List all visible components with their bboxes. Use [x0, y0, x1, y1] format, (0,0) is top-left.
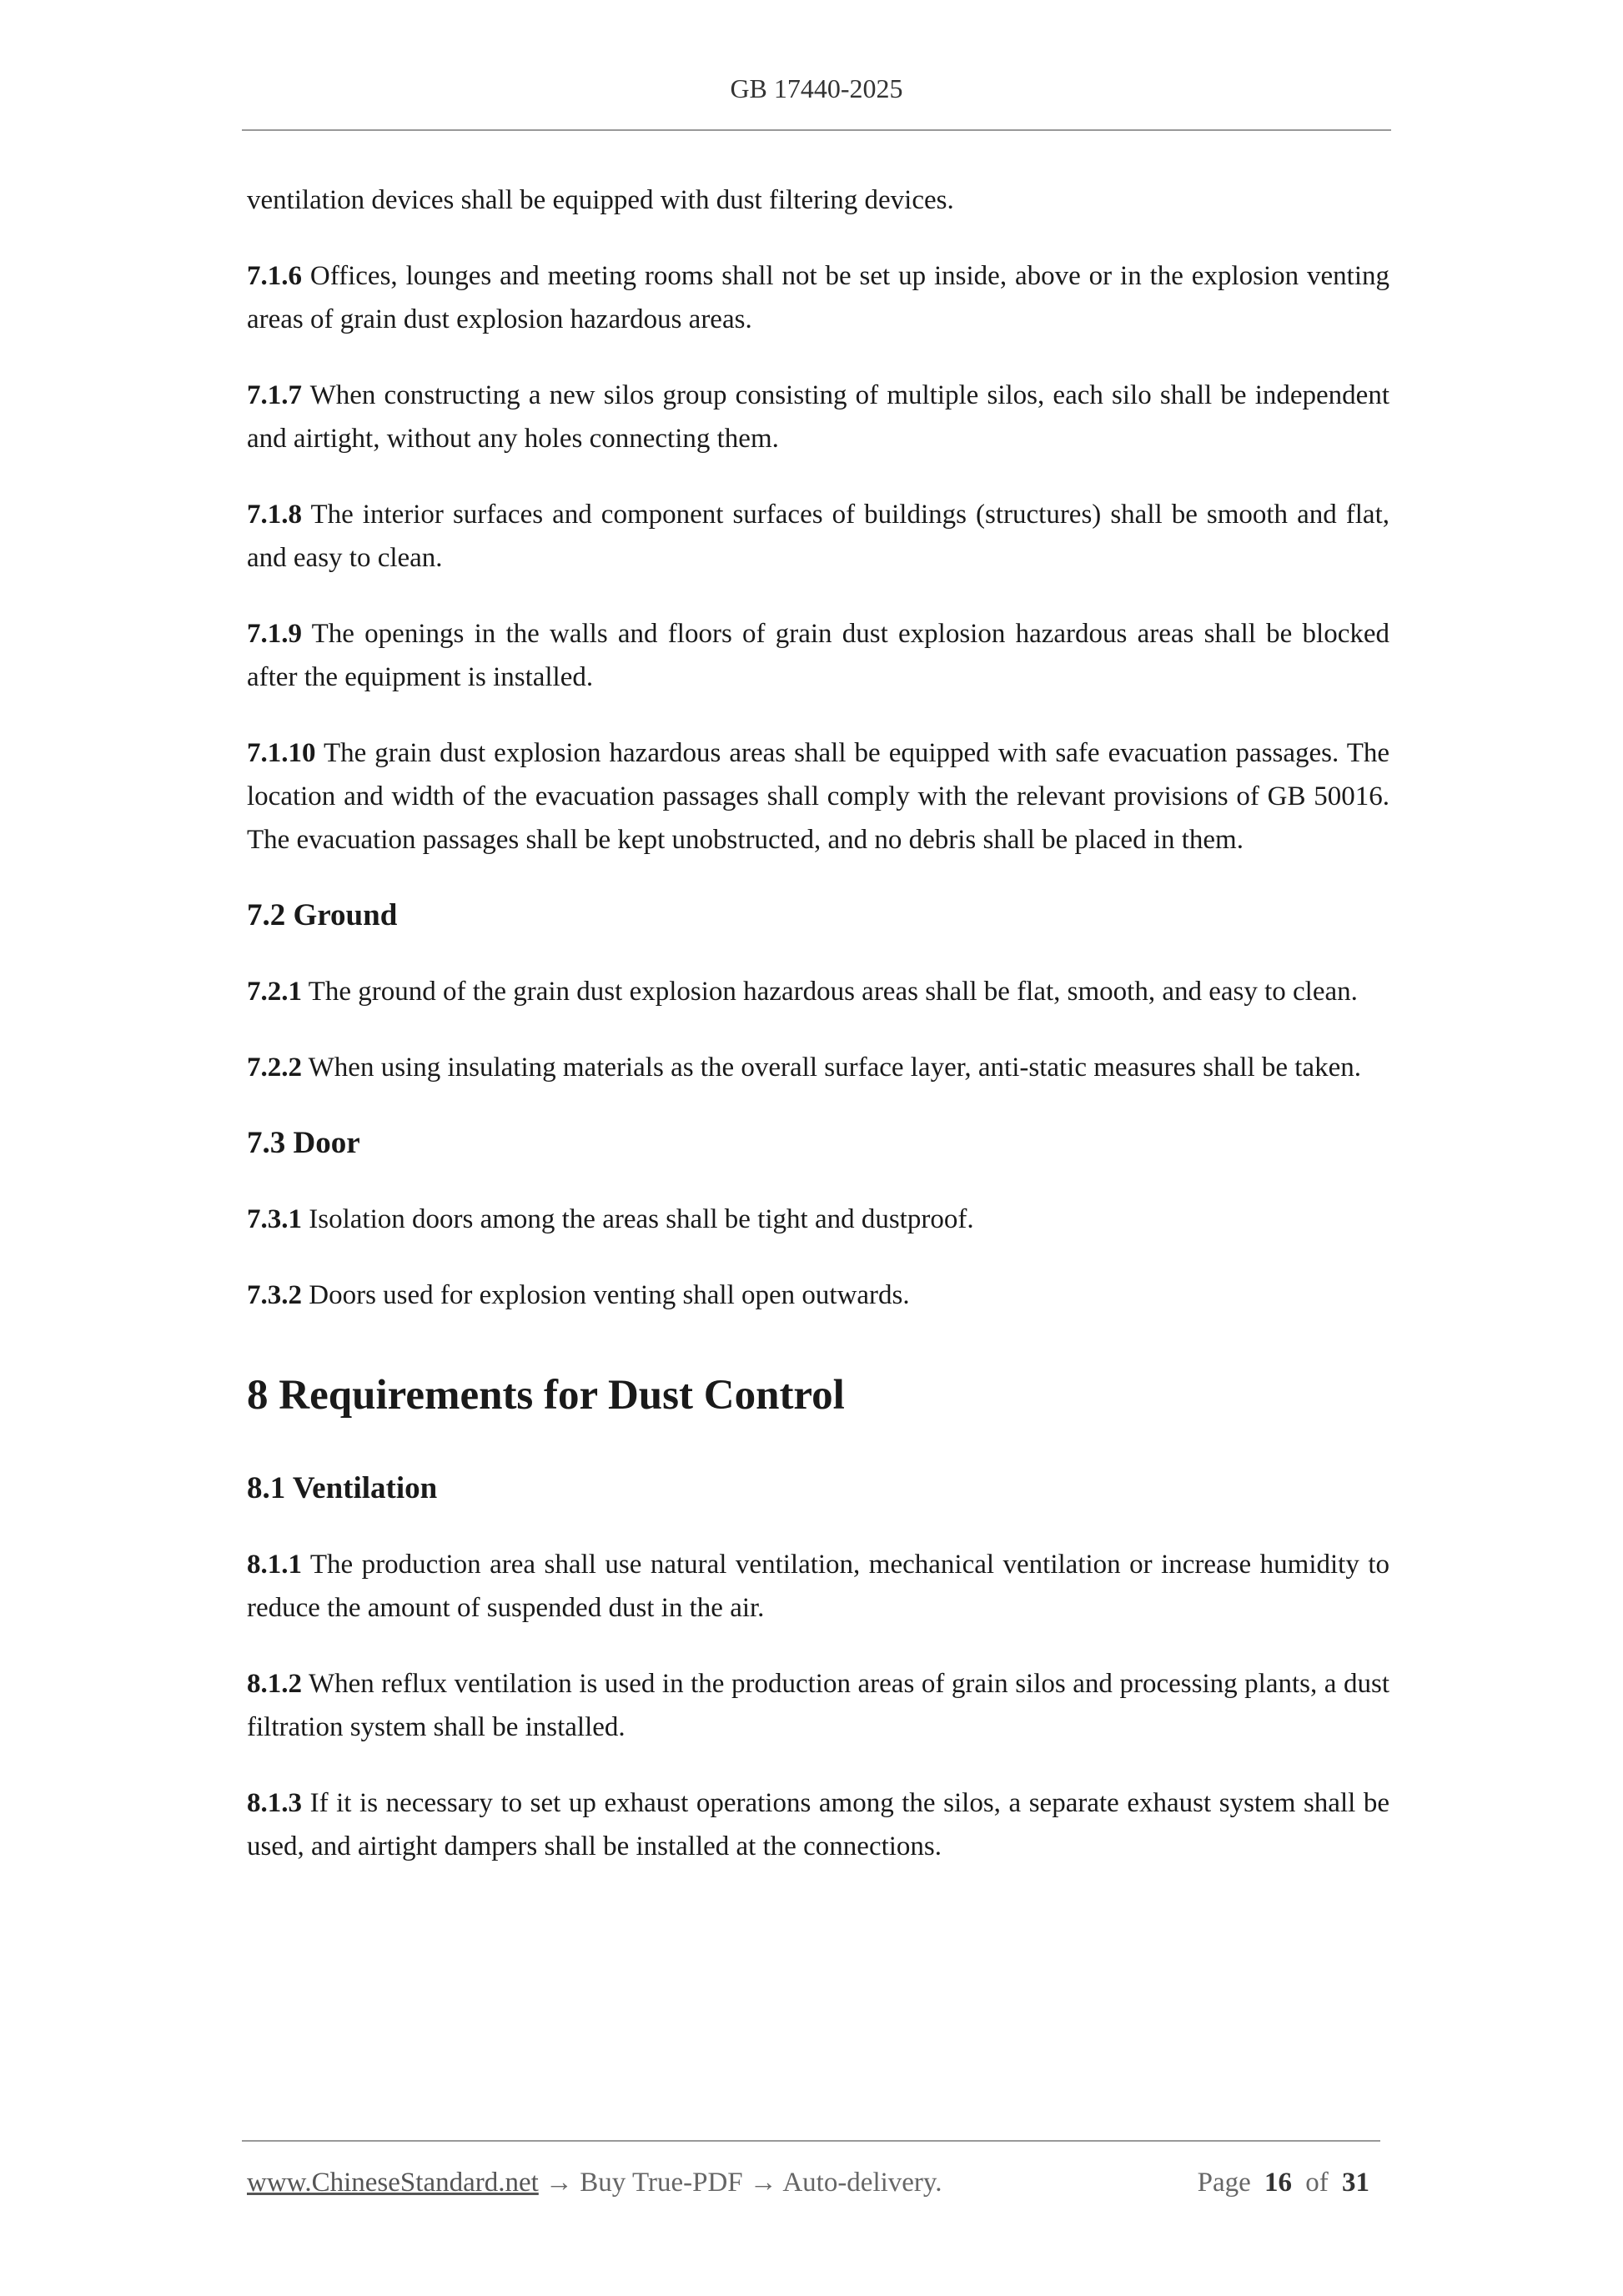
footer-divider — [242, 2140, 1380, 2142]
document-body — [247, 178, 1389, 1901]
clause-number: 7.3.1 — [247, 1204, 302, 1234]
page-indicator — [1198, 2163, 1376, 2202]
clause-number: 7.1.9 — [247, 619, 302, 649]
section-heading-7-3: 7.3 Door — [247, 1126, 360, 1160]
clause-number: 7.1.8 — [247, 500, 302, 530]
header-divider — [242, 129, 1391, 131]
current-page-number: 16 — [1264, 2168, 1292, 2198]
clause-number: 8.1.1 — [247, 1550, 302, 1580]
page-header: GB 17440-2025 — [730, 73, 903, 103]
paragraph: ventilation devices shall be equipped with dust filtering devices. — [247, 185, 954, 215]
clause-number: 8.1.2 — [247, 1669, 302, 1699]
clause-7-1-7: 7.1.7 When constructing a new silos group consisting of multiple silos, each silo shall be independent and airtight, without any holes connecting them. — [247, 380, 1389, 454]
page-footer — [247, 2163, 1381, 2202]
of-label: of — [1305, 2168, 1329, 2198]
section-heading-7-2: 7.2 Ground — [247, 898, 398, 932]
clause-number: 7.1.7 — [247, 380, 302, 410]
clause-8-1-2: 8.1.2 When reflux ventilation is used in the production areas of grain silos and processing plants, a dust filtration system shall be installed. — [247, 1669, 1389, 1742]
buy-pdf-text: Buy True-PDF — [580, 2168, 743, 2198]
clause-8-1-3: 8.1.3 If it is necessary to set up exhaust operations among the silos, a separate exhaust system shall be used, and airtight dampers shall be installed at the connections. — [247, 1788, 1390, 1861]
clause-7-1-9: 7.1.9 The openings in the walls and floors of grain dust explosion hazardous areas shall be blocked after the equipment is installed. — [247, 619, 1389, 692]
page-label: Page — [1197, 2168, 1251, 2198]
clause-number: 7.2.2 — [247, 1053, 302, 1083]
clause-7-2-2: 7.2.2 When using insulating materials as the overall surface layer, anti-static measures shall be taken. — [247, 1053, 1361, 1083]
clause-7-3-2: 7.3.2 Doors used for explosion venting shall open outwards. — [247, 1280, 910, 1310]
chapter-heading-8: 8 Requirements for Dust Control — [247, 1372, 845, 1419]
clause-number: 7.2.1 — [247, 977, 302, 1007]
clause-7-2-1: 7.2.1 The ground of the grain dust explosion hazardous areas shall be flat, smooth, and easy to clean. — [247, 977, 1358, 1007]
total-page-number: 31 — [1342, 2168, 1369, 2198]
clause-7-1-6: 7.1.6 Offices, lounges and meeting rooms shall not be set up inside, above or in the explosion venting areas of grain dust explosion hazardous areas. — [247, 261, 1390, 334]
clause-7-3-1: 7.3.1 Isolation doors among the areas shall be tight and dustproof. — [247, 1204, 974, 1234]
clause-number: 7.1.10 — [247, 738, 316, 768]
clause-7-1-8: 7.1.8 The interior surfaces and component surfaces of buildings (structures) shall be smooth and flat, and easy to clean. — [247, 500, 1389, 573]
clause-number: 8.1.3 — [247, 1788, 302, 1818]
delivery-text: Auto-delivery. — [782, 2168, 942, 2198]
website-link[interactable]: www.ChineseStandard.net — [247, 2168, 539, 2198]
clause-7-1-10: 7.1.10 The grain dust explosion hazardous areas shall be equipped with safe evacuation passages. The location and width of the evacuation passages shall comply with the relevant provisions of GB 50016. The evacuation passages shall be kept unobstructed, and no debris shall be placed in them. — [247, 738, 1390, 855]
arrow-right-icon: → — [545, 2168, 574, 2198]
section-heading-8-1: 8.1 Ventilation — [247, 1471, 438, 1505]
arrow-right-icon: → — [749, 2168, 777, 2198]
clause-number: 7.3.2 — [247, 1280, 302, 1310]
clause-number: 7.1.6 — [247, 261, 302, 291]
clause-8-1-1: 8.1.1 The production area shall use natural ventilation, mechanical ventilation or increase humidity to reduce the amount of suspended dust in the air. — [247, 1550, 1389, 1623]
